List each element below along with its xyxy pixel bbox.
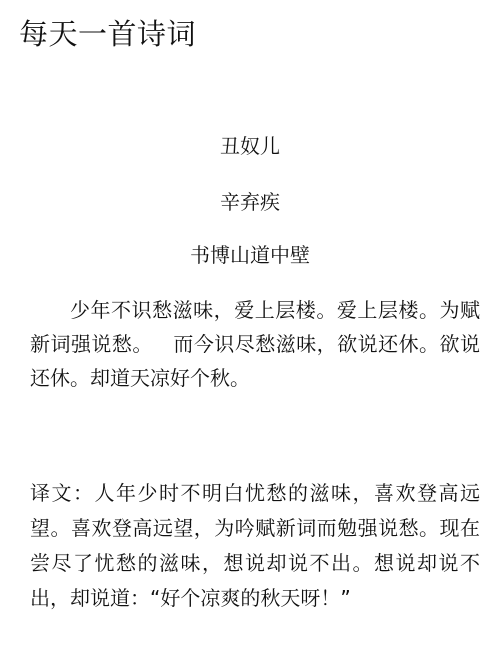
poem-author: 辛弃疾	[220, 190, 280, 214]
translation-text: 译文：人年少时不明白忧愁的滋味，喜欢登高远望。喜欢登高远望，为吟赋新词而勉强说愁。现在尝尽了忧愁的滋味，想说却说不出。想说却说不出，却说道：“好个凉爽的秋天呀！”	[30, 481, 480, 610]
poem-subtitle: 书博山道中壁	[190, 243, 310, 267]
poem-title: 丑奴儿	[220, 134, 280, 158]
page-title: 每天一首诗词	[19, 17, 197, 51]
poem-body: 少年不识愁滋味，爱上层楼。爱上层楼。为赋新词强说愁。 而今识尽愁滋味，欲说还休。欲说还休。却道天凉好个秋。	[30, 298, 480, 390]
